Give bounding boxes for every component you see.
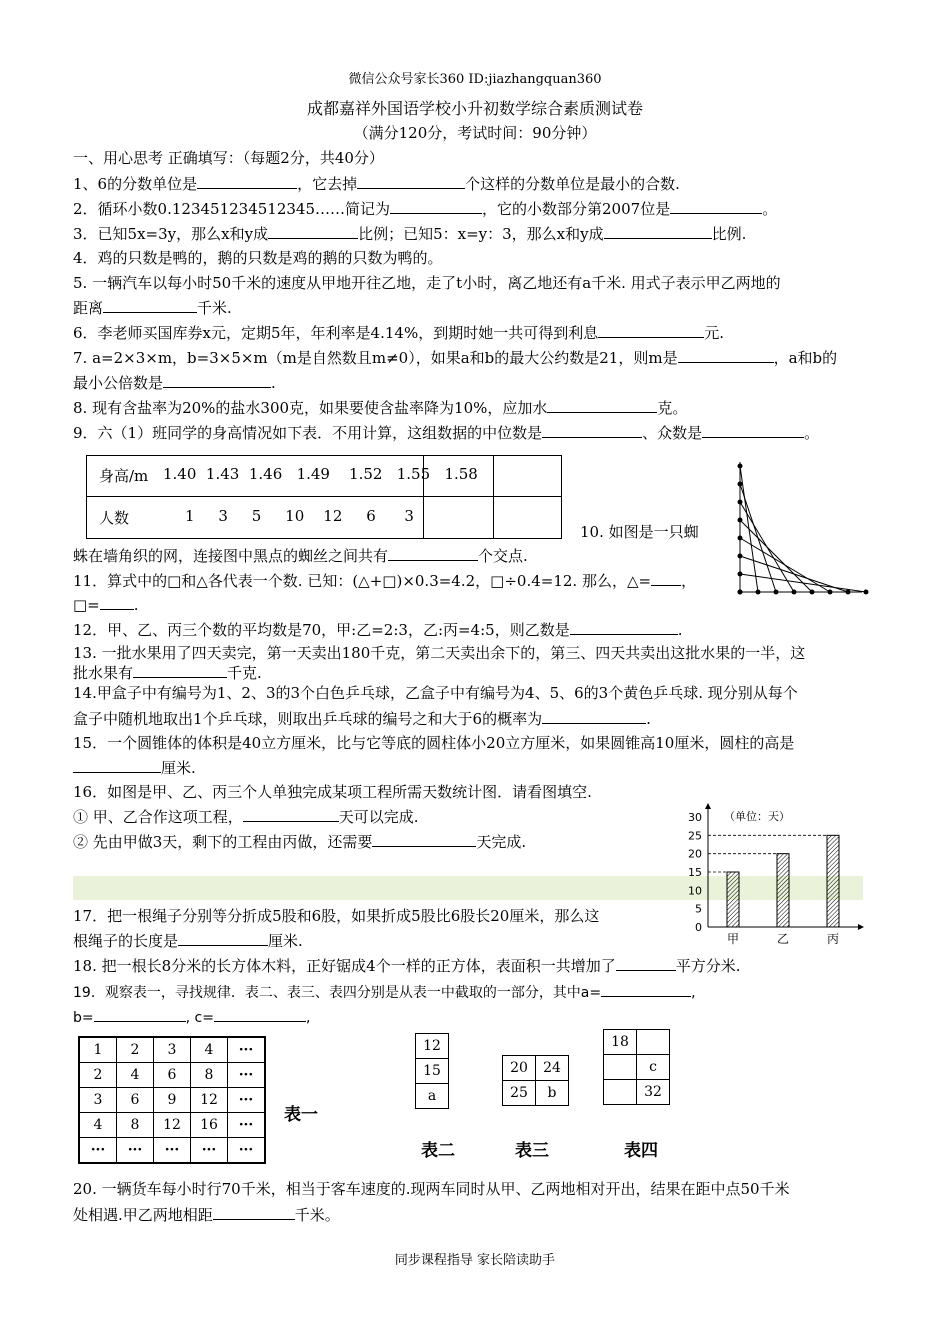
answer-blank[interactable] bbox=[670, 199, 762, 214]
answer-blank[interactable] bbox=[73, 758, 161, 773]
page-subtitle: （满分120分，考试时间：90分钟） bbox=[353, 124, 597, 142]
table-cell bbox=[604, 1055, 637, 1080]
bar-2 bbox=[827, 835, 839, 927]
answer-blank[interactable] bbox=[542, 709, 646, 724]
table-cell: 12 bbox=[191, 1088, 228, 1113]
table-three bbox=[502, 1055, 569, 1106]
question-11: 11．算式中的□和△各代表一个数. 已知：(△+□)×0.3=4.2，□÷0.4=12. 那么，△= ， bbox=[73, 572, 697, 590]
y-tick-label: 10 bbox=[688, 884, 702, 898]
question-20: 20. 一辆货车每小时行70千米，相当于客车速度的.现两车同时从甲、乙两地相对开出，结果在距中点50千米 bbox=[73, 1180, 790, 1198]
question-16: 16．如图是甲、乙、丙三个人单独完成某项工程所需天数统计图．请看图填空. bbox=[73, 783, 592, 801]
answer-blank[interactable] bbox=[678, 348, 774, 363]
table-row-values: 1.40 1.43 1.46 1.49 1.52 1.55 1.58 bbox=[163, 465, 478, 483]
web-strand bbox=[740, 520, 812, 592]
web-strand bbox=[740, 538, 830, 592]
table-cell: 2 bbox=[79, 1063, 117, 1088]
answer-blank[interactable] bbox=[268, 224, 358, 239]
y-tick-label: 25 bbox=[688, 829, 702, 843]
web-dot bbox=[738, 572, 743, 577]
spider-web-figure bbox=[730, 455, 880, 600]
question-17-cont: 根绳子的长度是 厘米. bbox=[73, 932, 303, 950]
x-tick-label: 甲 bbox=[726, 932, 740, 946]
table-cell: 3 bbox=[154, 1037, 191, 1063]
answer-blank[interactable] bbox=[388, 546, 478, 561]
question-19-cont: b= , c= , bbox=[73, 1007, 310, 1027]
web-dot bbox=[792, 590, 797, 595]
days-bar-chart bbox=[680, 800, 870, 950]
table-row-label: 身高/m bbox=[99, 467, 149, 485]
question-10-cont: 蛛在墙角织的网，连接图中黑点的蜘丝之间共有 个交点. bbox=[73, 547, 528, 565]
table-three-label: 表三 bbox=[515, 1141, 549, 1161]
table-cell bbox=[604, 1080, 637, 1105]
question-10: 10. 如图是一只蜘 bbox=[580, 523, 699, 541]
web-dot bbox=[738, 590, 743, 595]
table-cell: 6 bbox=[154, 1063, 191, 1088]
answer-blank[interactable] bbox=[214, 1007, 306, 1022]
table-two-label: 表二 bbox=[421, 1141, 455, 1161]
table-cell: ··· bbox=[117, 1138, 154, 1164]
table-cell: ··· bbox=[154, 1138, 191, 1164]
table-cell: 18 bbox=[604, 1030, 637, 1055]
question-18: 18. 把一根长8分米的长方体木料，正好锯成4个一样的正方体，表面积一共增加了 平方分米. bbox=[73, 957, 741, 975]
table-cell: ··· bbox=[228, 1088, 266, 1113]
question-3: 3．已知5x=3y，那么x和y成 比例；已知5：x=y：3，那么x和y成 比例. bbox=[73, 225, 747, 243]
table-one bbox=[78, 1036, 266, 1164]
table-cell: c bbox=[637, 1055, 670, 1080]
table-cell: ··· bbox=[228, 1063, 266, 1088]
question-5-cont: 距离 千米. bbox=[73, 299, 232, 317]
web-dot bbox=[738, 500, 743, 505]
answer-blank[interactable] bbox=[243, 807, 339, 822]
table-cell: 8 bbox=[191, 1063, 228, 1088]
answer-blank[interactable] bbox=[570, 620, 678, 635]
table-cell: a bbox=[416, 1084, 449, 1109]
table-row-label: 人数 bbox=[99, 509, 130, 527]
answer-blank[interactable] bbox=[163, 373, 271, 388]
table-cell: 2 bbox=[117, 1037, 154, 1063]
table-cell: 15 bbox=[416, 1059, 449, 1084]
table-cell: ··· bbox=[79, 1138, 117, 1164]
section-heading: 一、用心思考 正确填写：（每题2分，共40分） bbox=[73, 149, 384, 167]
table-cell: 4 bbox=[79, 1113, 117, 1138]
question-14: 14.甲盒子中有编号为1、2、3的3个白色乒乓球，乙盒子中有编号为4、5、6的3个黄色乒乓球. 现分别从每个 bbox=[73, 684, 798, 702]
table-cell: 6 bbox=[117, 1088, 154, 1113]
question-11-cont: □= . bbox=[73, 596, 139, 614]
answer-blank[interactable] bbox=[601, 982, 691, 997]
answer-blank[interactable] bbox=[616, 956, 676, 971]
answer-blank[interactable] bbox=[604, 224, 712, 239]
question-15-cont: 厘米. bbox=[73, 758, 196, 777]
table-cell: 9 bbox=[154, 1088, 191, 1113]
table-one-label: 表一 bbox=[284, 1105, 318, 1125]
web-dot bbox=[738, 518, 743, 523]
table-cell: 3 bbox=[79, 1088, 117, 1113]
answer-blank[interactable] bbox=[100, 595, 134, 610]
y-tick-label: 20 bbox=[688, 847, 702, 861]
question-1: 1、6的分数单位是 ，它去掉 个这样的分数单位是最小的合数. bbox=[73, 175, 680, 193]
x-tick-label: 乙 bbox=[776, 932, 790, 946]
question-8: 8. 现有含盐率为20%的盐水300克，如果要使含盐率降为10%，应加水 克。 bbox=[73, 399, 688, 417]
question-12: 12．甲、乙、丙三个数的平均数是70，甲:乙=2:3，乙:丙=4:5，则乙数是 . bbox=[73, 621, 683, 639]
answer-blank[interactable] bbox=[542, 423, 642, 438]
x-axis-arrow bbox=[858, 924, 864, 930]
question-5: 5. 一辆汽车以每小时50千米的速度从甲地开往乙地，走了t小时，离乙地还有a千米. 用式子表示甲乙两地的 bbox=[73, 274, 781, 292]
web-dot bbox=[738, 464, 743, 469]
question-4: 4．鸡的只数是鸭的，鹅的只数是鸡的鹅的只数为鸭的。 bbox=[73, 249, 443, 267]
table-row bbox=[79, 1138, 265, 1164]
table-row bbox=[79, 1063, 265, 1088]
table-cell: 16 bbox=[191, 1113, 228, 1138]
question-19: 19．观察表一，寻找规律．表二、表三、表四分别是从表一中截取的一部分，其中a= , bbox=[73, 982, 696, 1002]
question-14-cont: 盒子中随机地取出1个乒乓球，则取出乒乓球的编号之和大于6的概率为 . bbox=[73, 710, 651, 728]
question-13: 13. 一批水果用了四天卖完，第一天卖出180千克，第二天卖出余下的，第三、四天共卖出这批水果的一半，这 bbox=[73, 644, 806, 662]
table-cell: 25 bbox=[503, 1081, 536, 1106]
table-cell: 1 bbox=[79, 1037, 117, 1063]
table-cell: 32 bbox=[637, 1080, 670, 1105]
question-17: 17．把一根绳子分别等分折成5股和6股，如果折成5股比6股长20厘米，那么这 bbox=[73, 907, 600, 925]
question-2: 2．循环小数0.123451234512345……简记为 ，它的小数部分第2007位是 。 bbox=[73, 200, 778, 218]
y-tick-label: 5 bbox=[695, 902, 702, 916]
answer-blank[interactable] bbox=[197, 174, 297, 189]
chart-title: （单位：天） bbox=[724, 810, 790, 823]
question-13-cont: 批水果有 千克. bbox=[73, 664, 262, 682]
table-row-values: 1 3 5 10 12 6 3 bbox=[185, 507, 414, 525]
page-title: 成都嘉祥外国语学校小升初数学综合素质测试卷 bbox=[306, 99, 643, 118]
y-tick-label: 15 bbox=[688, 866, 702, 879]
table-two bbox=[415, 1033, 449, 1109]
table-cell: ··· bbox=[228, 1113, 266, 1138]
question-7-cont: 最小公倍数是 . bbox=[73, 374, 276, 392]
y-tick-label: 0 bbox=[695, 921, 702, 934]
answer-blank[interactable] bbox=[547, 398, 657, 413]
table-row bbox=[79, 1037, 265, 1063]
bar-0 bbox=[727, 872, 739, 927]
table-four bbox=[603, 1029, 670, 1105]
table-four-label: 表四 bbox=[624, 1141, 658, 1161]
web-dot bbox=[756, 590, 761, 595]
table-cell: 4 bbox=[117, 1063, 154, 1088]
question-15: 15．一个圆锥体的体积是40立方厘米，比与它等底的圆柱体小20立方厘米，如果圆锥高10厘米，圆柱的高是 bbox=[73, 734, 795, 752]
web-dot bbox=[738, 554, 743, 559]
question-9: 9．六（1）班同学的身高情况如下表．不用计算，这组数据的中位数是 、众数是 。 bbox=[73, 424, 820, 442]
question-20-cont: 处相遇.甲乙两地相距 千米。 bbox=[73, 1206, 340, 1224]
answer-blank[interactable] bbox=[372, 832, 476, 847]
question-7: 7. a=2×3×m，b=3×5×m（m是自然数且m≠0），如果a和b的最大公约数是21，则m是 ，a和b的 bbox=[73, 349, 838, 367]
y-axis-arrow bbox=[705, 803, 711, 809]
table-cell: 20 bbox=[503, 1056, 536, 1081]
answer-blank[interactable] bbox=[702, 423, 804, 438]
web-dot bbox=[774, 590, 779, 595]
answer-blank[interactable] bbox=[133, 663, 227, 678]
header-watermark: 微信公众号家长360 ID:jiazhangquan360 bbox=[348, 72, 602, 87]
table-row bbox=[79, 1088, 265, 1113]
web-strand bbox=[740, 556, 848, 592]
answer-blank[interactable] bbox=[213, 1205, 295, 1220]
table-cell: 12 bbox=[154, 1113, 191, 1138]
web-dot bbox=[846, 590, 851, 595]
answer-blank[interactable] bbox=[390, 199, 482, 214]
table-cell: 24 bbox=[536, 1056, 569, 1081]
answer-blank[interactable] bbox=[651, 571, 681, 586]
table-cell: ··· bbox=[191, 1138, 228, 1164]
answer-blank[interactable] bbox=[598, 323, 704, 338]
answer-blank[interactable] bbox=[357, 174, 465, 189]
answer-blank[interactable] bbox=[103, 298, 197, 313]
web-dot bbox=[738, 482, 743, 487]
web-dot bbox=[864, 590, 869, 595]
table-cell: ··· bbox=[228, 1037, 266, 1063]
height-table bbox=[86, 455, 562, 539]
table-cell bbox=[637, 1030, 670, 1055]
table-cell: 8 bbox=[117, 1113, 154, 1138]
table-cell: b bbox=[536, 1081, 569, 1106]
bar-1 bbox=[777, 854, 789, 927]
web-dot bbox=[828, 590, 833, 595]
table-cell: 4 bbox=[191, 1037, 228, 1063]
table-cell: ··· bbox=[228, 1138, 266, 1164]
question-6: 6．李老师买国库券x元，定期5年，年利率是4.14%，到期时她一共可得到利息 元. bbox=[73, 324, 724, 342]
y-tick-label: 30 bbox=[688, 811, 702, 824]
answer-blank[interactable] bbox=[178, 931, 268, 946]
table-cell: 12 bbox=[416, 1034, 449, 1059]
table-row bbox=[79, 1113, 265, 1138]
answer-blank[interactable] bbox=[94, 1007, 186, 1022]
web-dot bbox=[738, 536, 743, 541]
question-16-part1: ① 甲、乙合作这项工程， 天可以完成. bbox=[73, 808, 419, 826]
page-footer: 同步课程指导 家长陪读助手 bbox=[394, 1253, 556, 1268]
question-16-part2: ② 先由甲做3天，剩下的工程由丙做，还需要 天完成. bbox=[73, 833, 527, 851]
web-dot bbox=[810, 590, 815, 595]
x-tick-label: 丙 bbox=[826, 932, 840, 946]
